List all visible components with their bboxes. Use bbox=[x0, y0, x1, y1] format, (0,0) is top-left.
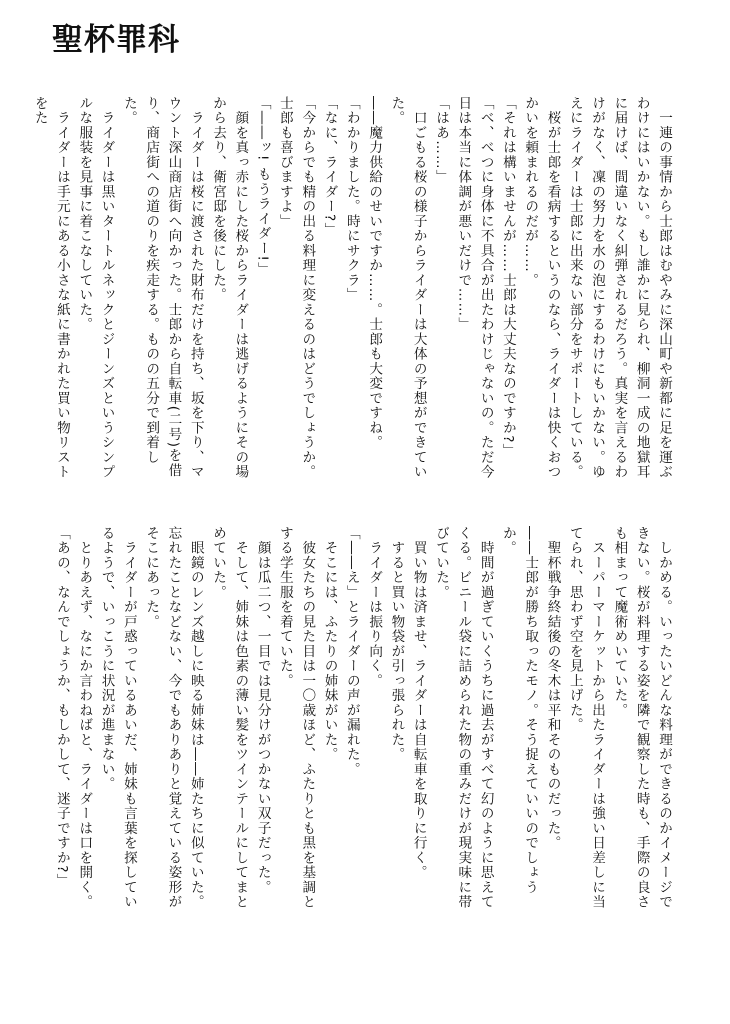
paragraph: 「――ッ! もうライダー!」 bbox=[254, 96, 271, 277]
paragraph: 「べ、べつに身体に不具合が出たわけじゃないの。ただ今日は本当に体調が悪いだけで……」 bbox=[455, 96, 494, 480]
paragraph: ライダーが戸惑っているあいだ、姉妹も言葉を探しているようで、いっこうに状況が進まない。 bbox=[98, 526, 137, 910]
paragraph: 「――え」とライダーの声が漏れた。 bbox=[343, 526, 360, 777]
paragraph: ――魔力供給のせいですか……。士郎も大変ですね。 bbox=[366, 96, 383, 450]
lower-text-block bbox=[55, 526, 675, 916]
paragraph: しかめる。いったいどんな料理ができるのかイメージできない。桜が料理する姿を隣で観察した時も、手際の良さも相まって魔術めいていた。 bbox=[611, 526, 672, 910]
paragraph: 一連の事情から士郎はむやみに深山町や新都に足を運ぶわけにはいかない。もし誰かに見られ、柳洞一成の地獄耳に届けば、間違いなく糾弾されるだろう。真実を言えるわけがなく、凜の努力を水の泡にするわけにもいかない。ゆえにライダーは士郎に出来ない部分をサポートしている。 bbox=[566, 96, 672, 480]
paragraph: 時間が過ぎていくうちに過去がすべて幻のように思えてくる。ビニール袋に詰められた物の重みだけが現実味に帯びていた。 bbox=[433, 526, 494, 910]
paragraph: とりあえず、なにか言わねばと、ライダーは口を開く。 bbox=[76, 526, 93, 910]
paragraph: 彼女たちの見た目は一〇歳ほど、ふたりとも黒を基調とする学生服を着ていた。 bbox=[276, 526, 316, 910]
paragraph: 眼鏡のレンズ越しに映る姉妹は――姉たちに似ていた。忘れたことなどない、今でもありありと覚えている姿形がそこにあった。 bbox=[143, 526, 204, 910]
paragraph: 「今からでも精の出る料理に変えるのはどうでしょうか。士郎も喜びますよ」 bbox=[276, 96, 316, 480]
paragraph: すると買い物袋が引っ張られた。 bbox=[388, 526, 405, 762]
upper-text-block bbox=[31, 96, 675, 486]
paragraph: 桜が士郎を看病するというのなら、ライダーは快くおつかいを頼まれるのだが……。 bbox=[522, 96, 561, 480]
paragraph: ライダーは桜に渡された財布だけを持ち、坂を下り、マウント深山商店街へ向かった。士郎から自転車(二号)を借り、商店街への道のりを疾走する。ものの五分で到着した。 bbox=[120, 96, 204, 480]
paragraph: スーパーマーケットから出たライダーは強い日差しに当てられ、思わず空を見上げた。 bbox=[566, 526, 606, 910]
paragraph: 「はあ……」 bbox=[433, 96, 450, 185]
paragraph: 口ごもる桜の様子からライダーは大体の予想ができていた。 bbox=[388, 96, 427, 480]
paragraph: 「わかりました。時にサクラ」 bbox=[343, 96, 360, 303]
paragraph: そこには、ふたりの姉妹がいた。 bbox=[321, 526, 338, 762]
paragraph: ――士郎が勝ち取ったモノ。そう捉えていいのでしょうか。 bbox=[499, 526, 539, 895]
paragraph: ライダーは手元にある小さな紙に書かれた買い物リストをた bbox=[31, 96, 70, 480]
paragraph: ライダーは黒いタートルネックとジーンズというシンプルな服装を見事に着こなしていた。 bbox=[76, 96, 115, 480]
paragraph: 聖杯戦争終結後の冬木は平和そのものだった。 bbox=[544, 526, 561, 851]
paragraph: 買い物は済ませ、ライダーは自転車を取りに行く。 bbox=[410, 526, 427, 880]
paragraph: 「なに、ライダー?」 bbox=[321, 96, 338, 238]
paragraph: 顔を真っ赤にした桜からライダーは逃げるようにその場から去り、衛宮邸を後にした。 bbox=[210, 96, 249, 480]
paragraph: 「それは構いませんが……士郎は大丈夫なのですか?」 bbox=[499, 96, 516, 459]
page-title: 聖杯罪科 bbox=[52, 22, 180, 58]
paragraph: ライダーは振り向く。 bbox=[366, 526, 383, 689]
paragraph: そして、姉妹は色素の薄い髪をツインテールにしてまとめていた。 bbox=[210, 526, 249, 910]
paragraph: 「あの、なんでしょうか、もしかして、迷子ですか?」 bbox=[53, 526, 70, 889]
paragraph: 顔は瓜二つ、一目では見分けがつかない双子だった。 bbox=[254, 526, 271, 895]
